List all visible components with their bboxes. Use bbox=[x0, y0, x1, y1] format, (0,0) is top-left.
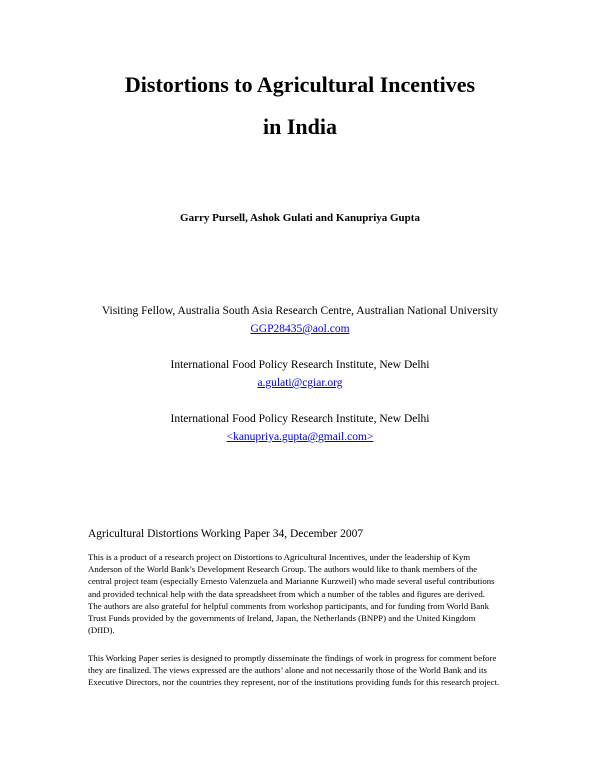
paragraph-line: The authors are also grateful for helpful comments from workshop participants, and for funding from World Bank bbox=[88, 600, 489, 611]
paragraph-line: Trust Funds provided by the governments of Ireland, Japan, the Netherlands (BNPP) and the United Kingdom bbox=[88, 613, 476, 624]
paragraph-line: This is a product of a research project on Distortions to Agricultural Incentives, under the leadership of Kym bbox=[88, 552, 471, 562]
paragraph-line: (DfID). bbox=[88, 625, 115, 636]
paragraph-line: they are finalized. The views expressed are the authors’ alone and not necessarily those of the World Bank and its bbox=[88, 665, 487, 676]
paragraph-line: Anderson of the World Bank’s Development Research Group. The authors would like to thank members of the bbox=[88, 564, 478, 575]
affiliation-3: International Food Policy Research Institute, New Delhi bbox=[170, 413, 430, 425]
affiliation-1: Visiting Fellow, Australia South Asia Research Centre, Australian National University bbox=[101, 305, 499, 317]
title-line-1: Distortions to Agricultural Incentives bbox=[124, 72, 476, 97]
acknowledgement-paragraph bbox=[88, 551, 495, 636]
paragraph-line: Executive Directors, nor the countries they represent, nor of the institutions providing funds for this research project. bbox=[88, 677, 500, 688]
email-link-2[interactable]: a.gulati@cgiar.org bbox=[257, 377, 343, 389]
working-paper-line: Agricultural Distortions Working Paper 34, December 2007 bbox=[88, 528, 364, 540]
authors: Garry Pursell, Ashok Gulati and Kanupriya Gupta bbox=[180, 212, 420, 224]
paragraph-line: and provided technical help with the data spreadsheet from which a number of the tables and figures are derived. bbox=[88, 588, 485, 599]
title-line-2: in India bbox=[263, 114, 337, 139]
email-link-1[interactable]: GGP28435@aol.com bbox=[250, 323, 350, 335]
paragraph-line: This Working Paper series is designed to promptly disseminate the findings of work in progress for comment before bbox=[88, 653, 497, 663]
disclaimer-paragraph bbox=[88, 652, 499, 689]
email-link-3[interactable]: <kanupriya.gupta@gmail.com> bbox=[226, 431, 374, 443]
affiliation-2: International Food Policy Research Institute, New Delhi bbox=[170, 359, 430, 371]
paragraph-line: central project team (especially Ernesto Valenzuela and Marianne Kurzweil) who made several useful contributions bbox=[88, 576, 495, 587]
